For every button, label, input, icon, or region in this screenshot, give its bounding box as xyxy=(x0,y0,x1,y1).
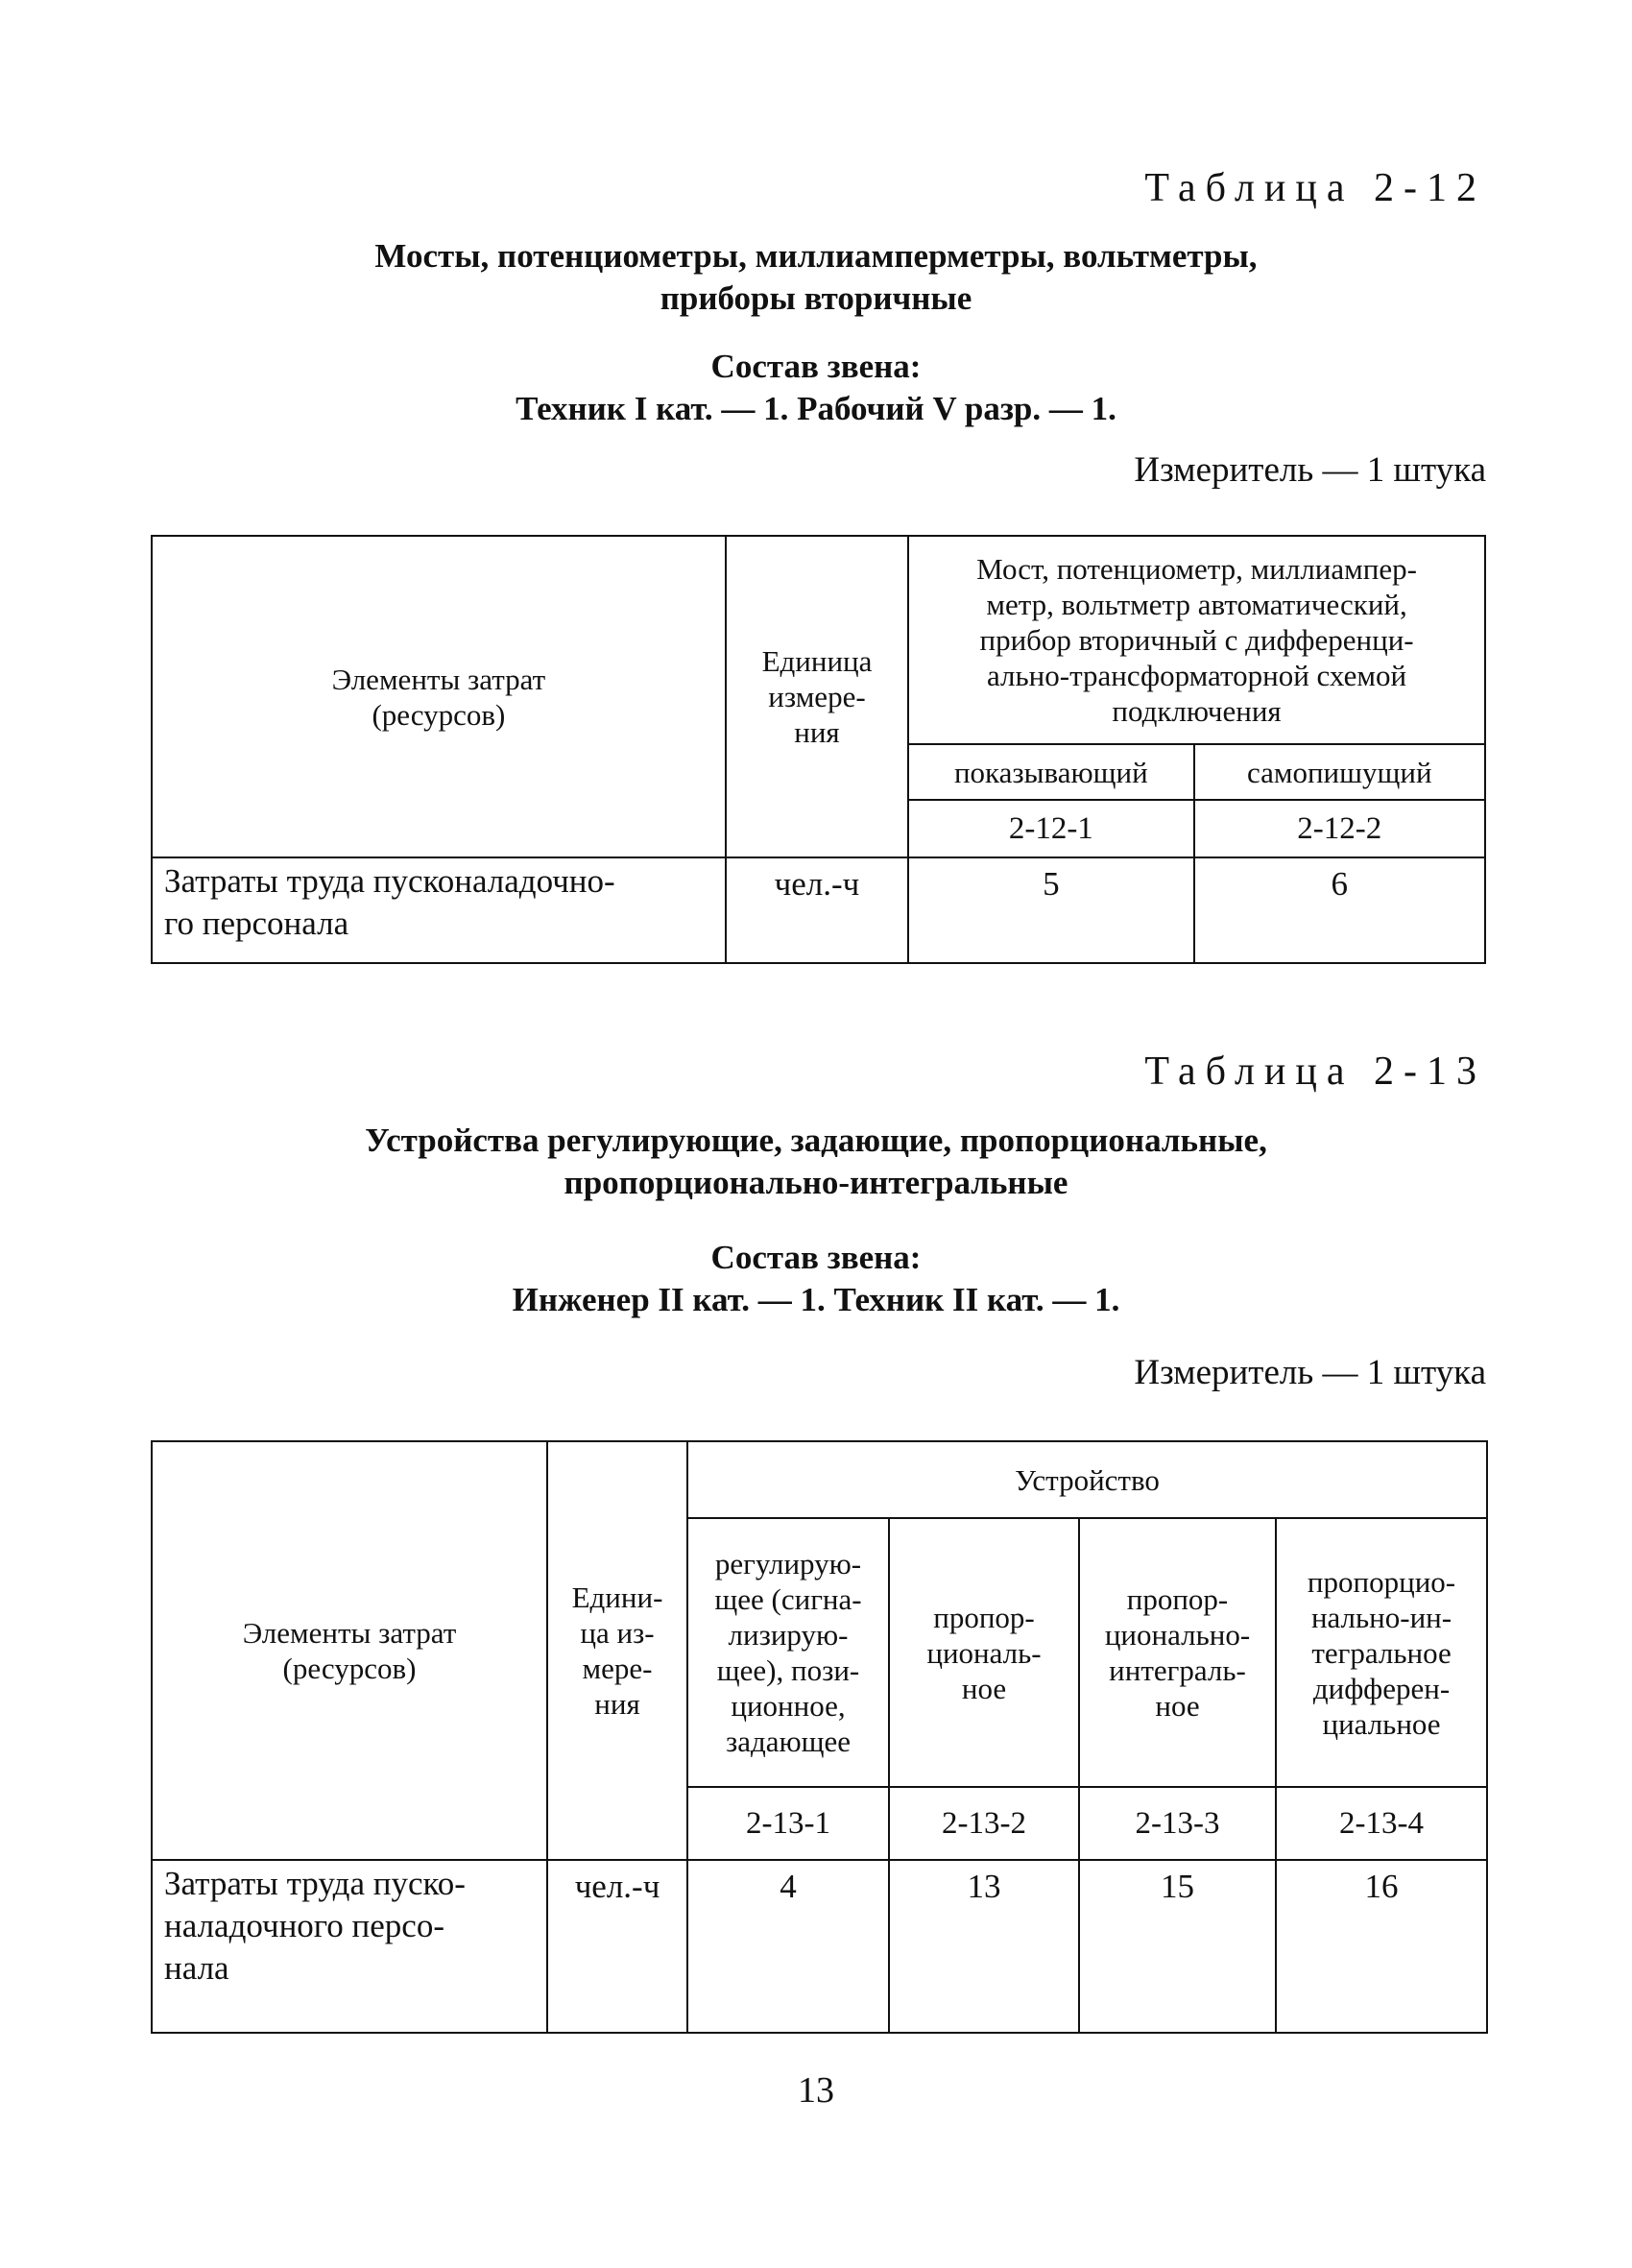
crew-title: Состав звена: xyxy=(710,348,922,385)
header-group: Устройство xyxy=(687,1441,1487,1518)
table-title-line: Мосты, потенциометры, миллиамперметры, вольтметры, xyxy=(374,237,1258,275)
subheader-cell: пропорцио- нально-ин- тегральное дифферен- циальное xyxy=(1276,1518,1487,1787)
subheader-cell: показывающий xyxy=(908,744,1193,800)
table-title-2-12 xyxy=(0,235,1632,320)
subheader-cell: пропор- ционально- интеграль- ное xyxy=(1079,1518,1276,1787)
value-cell: 13 xyxy=(889,1860,1079,2033)
crew-composition: Инженер II кат. — 1. Техник II кат. — 1. xyxy=(512,1281,1120,1318)
row-unit: чел.-ч xyxy=(726,857,908,963)
value-cell: 4 xyxy=(687,1860,889,2033)
header-unit: Едини- ца из- мере- ния xyxy=(547,1441,687,1860)
page-number: 13 xyxy=(798,2070,834,2111)
code-cell: 2-12-2 xyxy=(1194,800,1485,857)
value-cell: 5 xyxy=(908,857,1193,963)
table-2-13 xyxy=(151,1440,1488,2034)
code-cell: 2-12-1 xyxy=(908,800,1193,857)
code-cell: 2-13-4 xyxy=(1276,1787,1487,1860)
table-label-2-13: Таблица 2-13 xyxy=(1144,1050,1486,1094)
code-cell: 2-13-3 xyxy=(1079,1787,1276,1860)
crew-composition: Техник I кат. — 1. Рабочий V разр. — 1. xyxy=(516,390,1116,427)
table-title-2-13 xyxy=(0,1120,1632,1204)
table-title-line: приборы вторичные xyxy=(660,279,972,317)
table-title-line: Устройства регулирующие, задающие, пропорциональные, xyxy=(365,1122,1267,1159)
subheader-cell: самопишущий xyxy=(1194,744,1485,800)
row-element: Затраты труда пуско- наладочного персо- нала xyxy=(152,1860,547,2033)
subheader-cell: пропор- циональ- ное xyxy=(889,1518,1079,1787)
measure-unit-2-12: Измеритель — 1 штука xyxy=(1134,450,1486,490)
code-cell: 2-13-1 xyxy=(687,1787,889,1860)
row-element: Затраты труда пусконаладочно- го персонала xyxy=(152,857,726,963)
value-cell: 16 xyxy=(1276,1860,1487,2033)
value-cell: 6 xyxy=(1194,857,1485,963)
crew-block-2-13 xyxy=(0,1237,1632,1321)
code-cell: 2-13-2 xyxy=(889,1787,1079,1860)
header-group: Мост, потенциометр, миллиампер- метр, вольтметр автоматический, прибор вторичный с дифференци- ально-трансформаторной схемой подключения xyxy=(908,536,1485,744)
table-label-2-12: Таблица 2-12 xyxy=(1144,166,1486,210)
measure-unit-2-13: Измеритель — 1 штука xyxy=(1134,1353,1486,1392)
header-elements: Элементы затрат (ресурсов) xyxy=(152,536,726,857)
subheader-cell: регулирую- щее (сигна- лизирую- щее), пози- ционное, задающее xyxy=(687,1518,889,1787)
table-2-12 xyxy=(151,535,1486,964)
crew-block-2-12 xyxy=(0,346,1632,430)
header-elements: Элементы затрат (ресурсов) xyxy=(152,1441,547,1860)
header-unit: Единица измере- ния xyxy=(726,536,908,857)
value-cell: 15 xyxy=(1079,1860,1276,2033)
table-title-line: пропорционально-интегральные xyxy=(564,1164,1068,1201)
crew-title: Состав звена: xyxy=(710,1239,922,1276)
row-unit: чел.-ч xyxy=(547,1860,687,2033)
